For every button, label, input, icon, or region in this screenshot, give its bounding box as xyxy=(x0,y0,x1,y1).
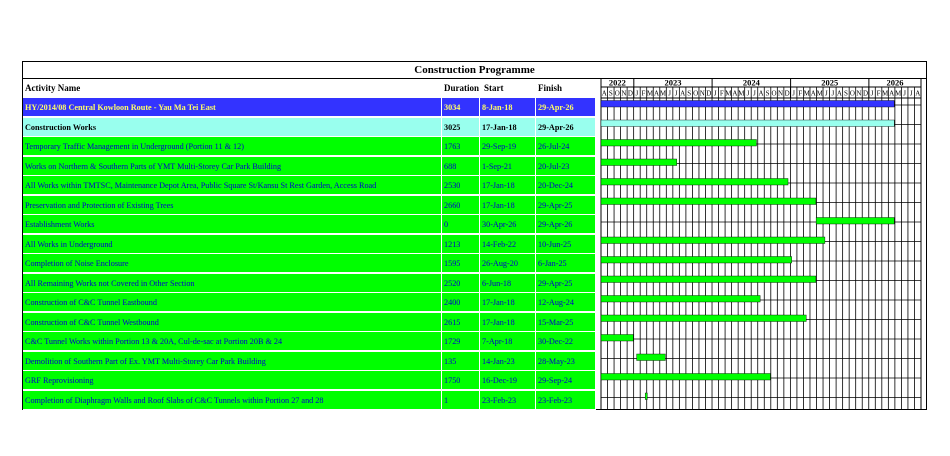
activity-bar xyxy=(645,393,647,400)
chart-title: Construction Programme xyxy=(23,62,926,79)
month-label: S xyxy=(765,89,770,98)
finish-cell: 29-Apr-25 xyxy=(536,196,596,215)
start-cell: 16-Dec-19 xyxy=(480,371,536,390)
finish-cell: 28-May-23 xyxy=(536,352,596,371)
activity-name-cell: Construction of C&C Tunnel Westbound xyxy=(23,313,442,332)
month-label: F xyxy=(719,89,724,98)
duration-cell: 1213 xyxy=(442,235,480,254)
month-label: J xyxy=(824,89,828,98)
activity-bar xyxy=(601,140,756,147)
duration-header: Duration xyxy=(444,83,480,93)
month-label: A xyxy=(758,89,764,98)
month-label: F xyxy=(876,89,881,98)
duration-cell: 3025 xyxy=(442,118,480,137)
start-cell: 26-Aug-20 xyxy=(480,254,536,273)
month-label: S xyxy=(687,89,692,98)
activity-row xyxy=(23,176,596,195)
month-label: O xyxy=(849,89,855,98)
month-label: J xyxy=(746,89,750,98)
month-label: J xyxy=(903,89,907,98)
finish-header: Finish xyxy=(538,83,563,93)
month-label: A xyxy=(601,89,607,98)
activity-name-cell: HY/2014/08 Central Kowloon Route - Yau Ma Tei East xyxy=(23,98,442,117)
duration-cell: 2400 xyxy=(442,293,480,312)
activity-name-cell: Construction of C&C Tunnel Eastbound xyxy=(23,293,442,312)
year-label: 2023 xyxy=(664,78,682,88)
month-label: S xyxy=(843,89,848,98)
activity-row xyxy=(23,215,596,234)
finish-cell: 29-Apr-26 xyxy=(536,215,596,234)
activity-name-cell: C&C Tunnel Works within Portion 13 & 20A, Cul-de-sac at Portion 20B & 24 xyxy=(23,332,442,351)
activity-bar xyxy=(601,374,770,381)
start-cell: 17-Jan-18 xyxy=(480,196,536,215)
duration-cell: 1595 xyxy=(442,254,480,273)
start-cell: 17-Jan-18 xyxy=(480,313,536,332)
activity-name-cell: Completion of Noise Enclosure xyxy=(23,254,442,273)
finish-cell: 20-Jul-23 xyxy=(536,157,596,176)
month-label: J xyxy=(635,89,639,98)
activity-name-cell: Completion of Diaphragm Walls and Roof Slabs of C&C Tunnels within Portion 27 and 28 xyxy=(23,391,442,410)
finish-cell: 20-Dec-24 xyxy=(536,176,596,195)
start-cell: 1-Sep-21 xyxy=(480,157,536,176)
duration-cell: 1750 xyxy=(442,371,480,390)
activity-name-cell: Works on Northern & Southern Parts of YMT Multi-Storey Car Park Building xyxy=(23,157,442,176)
activity-row xyxy=(23,98,596,117)
activity-bar xyxy=(601,296,760,303)
activity-row xyxy=(23,371,596,390)
duration-cell: 0 xyxy=(442,215,480,234)
start-cell: 14-Feb-22 xyxy=(480,235,536,254)
finish-cell: 29-Sep-24 xyxy=(536,371,596,390)
start-cell: 23-Feb-23 xyxy=(480,391,536,410)
activity-row xyxy=(23,293,596,312)
finish-cell: 30-Dec-22 xyxy=(536,332,596,351)
finish-cell: 12-Aug-24 xyxy=(536,293,596,312)
month-label: J xyxy=(909,89,913,98)
month-label: A xyxy=(810,89,816,98)
month-label: F xyxy=(641,89,646,98)
month-label: J xyxy=(792,89,796,98)
start-header: Start xyxy=(484,83,504,93)
year-label: 2022 xyxy=(608,78,626,88)
start-cell: 30-Apr-26 xyxy=(480,215,536,234)
month-label: N xyxy=(856,89,862,98)
activity-bar xyxy=(601,276,816,283)
month-label: D xyxy=(862,89,869,98)
duration-cell: 2660 xyxy=(442,196,480,215)
activity-bar xyxy=(601,257,792,264)
gantt-chart xyxy=(22,61,927,410)
duration-cell: 688 xyxy=(442,157,480,176)
activity-name-cell: All Works in Underground xyxy=(23,235,442,254)
year-label: 2024 xyxy=(742,78,760,88)
activity-bar xyxy=(601,159,677,166)
start-cell: 8-Jan-18 xyxy=(480,98,536,117)
duration-cell: 2520 xyxy=(442,274,480,293)
activity-bar xyxy=(601,179,788,186)
month-label: O xyxy=(614,89,620,98)
start-cell: 17-Jan-18 xyxy=(480,293,536,312)
month-label: A xyxy=(836,89,842,98)
activity-bar xyxy=(601,101,894,108)
duration-cell: 2615 xyxy=(442,313,480,332)
month-label: A xyxy=(889,89,895,98)
year-label: 2025 xyxy=(821,78,839,88)
activity-bar xyxy=(601,120,894,127)
month-label: M xyxy=(816,89,823,98)
finish-cell: 29-Apr-25 xyxy=(536,274,596,293)
activity-bar xyxy=(601,335,633,342)
activity-row xyxy=(23,254,596,273)
activity-bar xyxy=(601,198,816,205)
activity-name-cell: Preservation and Protection of Existing Trees xyxy=(23,196,442,215)
month-label: A xyxy=(915,89,921,98)
activity-row xyxy=(23,196,596,215)
duration-cell: 2530 xyxy=(442,176,480,195)
finish-cell: 15-Mar-25 xyxy=(536,313,596,332)
activity-name-cell: GRF Reprovisioning xyxy=(23,371,442,390)
duration-cell: 1 xyxy=(442,391,480,410)
month-label: D xyxy=(706,89,712,98)
month-label: M xyxy=(803,89,810,98)
finish-cell: 23-Feb-23 xyxy=(536,391,596,410)
month-label: D xyxy=(627,89,633,98)
month-label: F xyxy=(798,89,803,98)
activity-name-cell: Establishment Works xyxy=(23,215,442,234)
start-cell: 17-Jan-18 xyxy=(480,176,536,195)
month-label: J xyxy=(674,89,678,98)
activity-row xyxy=(23,352,596,371)
timeline-chart xyxy=(596,78,926,410)
finish-cell: 29-Apr-26 xyxy=(536,98,596,117)
month-label: O xyxy=(771,89,777,98)
start-cell: 6-Jun-18 xyxy=(480,274,536,293)
duration-cell: 1763 xyxy=(442,137,480,156)
activity-name-cell: Demolition of Southern Part of Ex. YMT Multi-Storey Car Park Building xyxy=(23,352,442,371)
activity-row xyxy=(23,274,596,293)
month-label: M xyxy=(725,89,732,98)
month-label: D xyxy=(784,89,790,98)
activity-bar xyxy=(601,315,806,322)
activity-row xyxy=(23,157,596,176)
activity-row xyxy=(23,137,596,156)
month-label: J xyxy=(753,89,756,98)
duration-cell: 3034 xyxy=(442,98,480,117)
month-label: O xyxy=(693,89,699,98)
activity-row xyxy=(23,332,596,351)
duration-cell: 1729 xyxy=(442,332,480,351)
month-label: J xyxy=(668,89,671,98)
start-cell: 17-Jan-18 xyxy=(480,118,536,137)
month-label: A xyxy=(680,89,686,98)
activity-bar xyxy=(601,237,825,244)
finish-cell: 26-Jul-24 xyxy=(536,137,596,156)
month-label: J xyxy=(870,89,874,98)
start-cell: 29-Sep-19 xyxy=(480,137,536,156)
activity-name-cell: Construction Works xyxy=(23,118,442,137)
start-cell: 14-Jan-23 xyxy=(480,352,536,371)
activity-name-header: Activity Name xyxy=(25,83,81,93)
start-cell: 7-Apr-18 xyxy=(480,332,536,351)
month-label: N xyxy=(778,89,784,98)
month-label: A xyxy=(732,89,738,98)
activity-row xyxy=(23,391,596,410)
activity-bar xyxy=(816,218,894,225)
month-label: J xyxy=(713,89,717,98)
month-label: M xyxy=(881,89,889,98)
duration-cell: 135 xyxy=(442,352,480,371)
month-label: N xyxy=(621,89,627,98)
finish-cell: 10-Jun-25 xyxy=(536,235,596,254)
activity-name-cell: Temporary Traffic Management in Underground (Portion 11 & 12) xyxy=(23,137,442,156)
activity-row xyxy=(23,313,596,332)
month-label: M xyxy=(738,89,745,98)
activity-row xyxy=(23,118,596,137)
activity-bar xyxy=(637,354,666,361)
month-label: S xyxy=(608,89,613,98)
month-label: N xyxy=(699,89,705,98)
month-label: M xyxy=(895,89,902,98)
activity-row xyxy=(23,235,596,254)
finish-cell: 29-Apr-26 xyxy=(536,118,596,137)
activity-name-cell: All Remaining Works not Covered in Other Section xyxy=(23,274,442,293)
month-label: M xyxy=(646,89,654,98)
finish-cell: 6-Jan-25 xyxy=(536,254,596,273)
month-label: M xyxy=(659,89,667,98)
month-label: J xyxy=(831,89,835,98)
activity-name-cell: All Works within TMTSC, Maintenance Depot Area, Public Square St/Kansu St Rest Garden, Access Road xyxy=(23,176,442,195)
month-label: A xyxy=(653,89,660,98)
year-label: 2026 xyxy=(886,78,904,88)
